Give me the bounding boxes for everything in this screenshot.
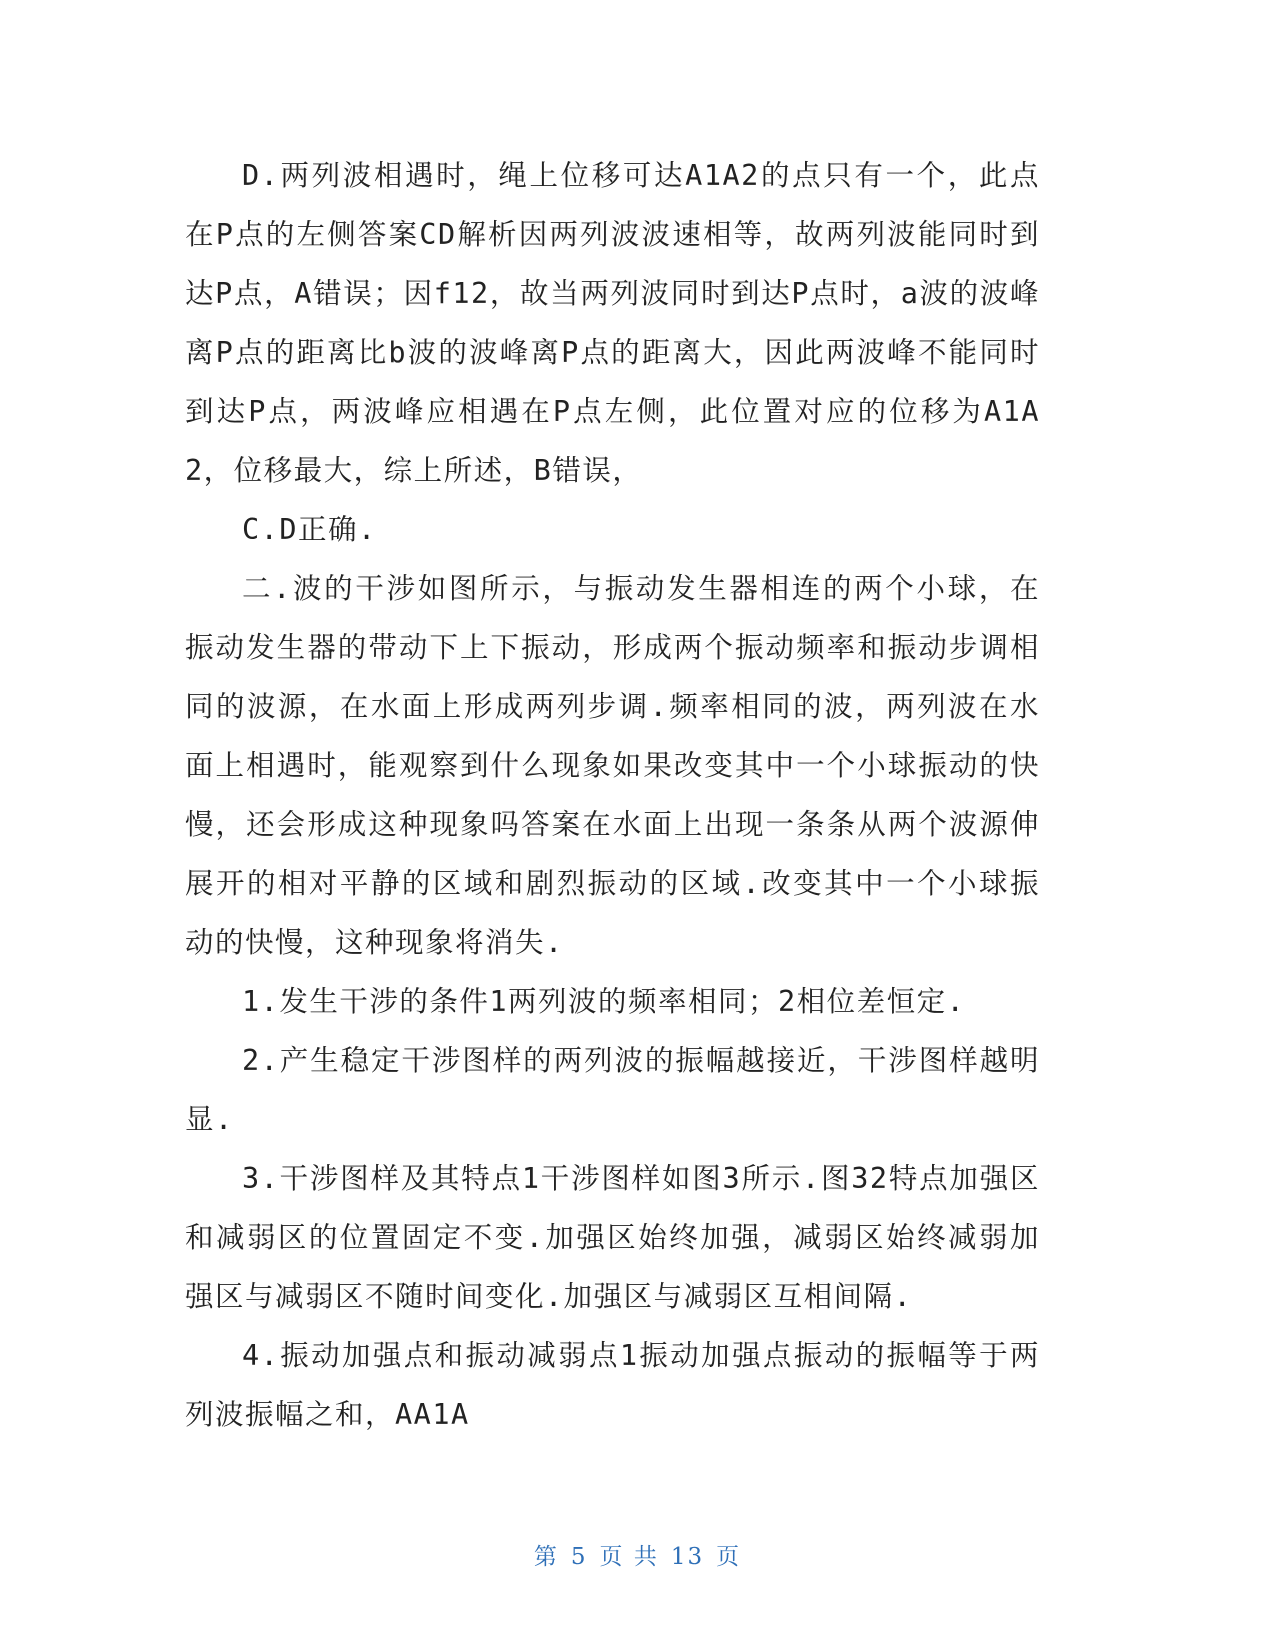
footer-middle: 页 共	[599, 1544, 659, 1570]
footer-prefix: 第	[533, 1544, 559, 1570]
paragraph-section-interference: 二.波的干涉如图所示，与振动发生器相连的两个小球，在振动发生器的带动下上下振动，形成两个振动频率和振动步调相同的波源，在水面上形成两列步调.频率相同的波，两列波在水面上相遇时，能观察到什么现象如果改变其中一个小球振动的快慢，还会形成这种现象吗答案在水面上出现一条条从两个波源伸展开的相对平静的区域和剧烈振动的区域.改变其中一个小球振动的快慢，这种现象将消失.	[185, 572, 1040, 959]
paragraph-point-1: 1.发生干涉的条件1两列波的频率相同；2相位差恒定.	[242, 985, 966, 1018]
page-footer	[0, 1538, 1275, 1571]
paragraph-option-d: D.两列波相遇时，绳上位移可达A1A2的点只有一个，此点在P点的左侧答案CD解析因两列波波速相等，故两列波能同时到达P点，A错误；因f12，故当两列波同时到达P点时，a波的波峰离P点的距离比b波的波峰离P点的距离大，因此两波峰不能同时到达P点，两波峰应相遇在P点左侧，此位置对应的位移为A1A2，位移最大，综上所述，B错误，	[185, 159, 1040, 487]
footer-page-number: 5	[570, 1544, 588, 1570]
paragraph-point-4: 4.振动加强点和振动减弱点1振动加强点振动的振幅等于两列波振幅之和，AA1A	[185, 1339, 1040, 1431]
paragraph-option-cd: C.D正确.	[242, 513, 377, 546]
paragraph-point-2: 2.产生稳定干涉图样的两列波的振幅越接近，干涉图样越明显.	[185, 1044, 1040, 1136]
footer-total-pages: 13	[670, 1544, 705, 1570]
paragraph-point-3: 3.干涉图样及其特点1干涉图样如图3所示.图32特点加强区和减弱区的位置固定不变.加强区始终加强，减弱区始终减弱加强区与减弱区不随时间变化.加强区与减弱区互相间隔.	[185, 1162, 1040, 1313]
body-text	[185, 146, 1040, 1444]
footer-suffix: 页	[716, 1544, 742, 1570]
